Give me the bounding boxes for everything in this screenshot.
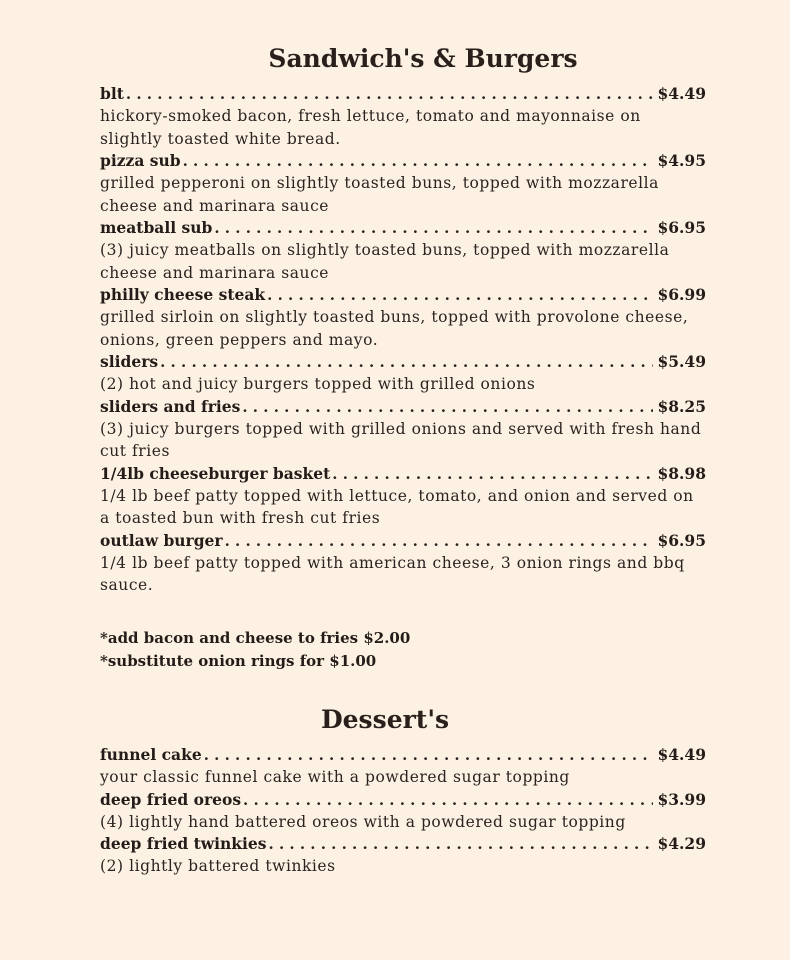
dot-leader [124,83,654,105]
item-description: 1/4 lb beef patty topped with american cheese, 3 onion rings and bbq sauce. [100,553,685,594]
item-name: funnel cake [100,745,202,764]
item-price: $8.25 [657,396,706,416]
dot-leader [181,150,654,172]
item-price: $6.99 [657,285,706,304]
item-name: deep fried twinkies [100,834,267,853]
item-price: $4.95 [657,151,706,170]
item-price: $4.49 [657,745,706,764]
item-price: $6.95 [657,218,706,237]
menu-item-sliders [100,351,706,396]
note-onion-rings: *substitute onion rings for $1.00 [100,652,377,670]
section-title-desserts: Dessert's [320,705,450,734]
menu-item-sliders-and-fries [100,396,706,463]
dot-leader [158,351,653,373]
item-name: sliders [100,352,159,371]
menu-item-philly-cheese-steak [100,284,706,351]
dot-leader [241,789,653,811]
item-name: blt [100,84,124,103]
dessert-list [100,744,706,878]
dot-leader [212,217,653,239]
item-description: (2) hot and juicy burgers topped with grilled onions [100,375,536,393]
item-description: hickory-smoked bacon, fresh lettuce, tomato and mayonnaise on slightly toasted white bread. [100,107,641,148]
item-description: (3) juicy burgers topped with grilled onions and served with fresh hand cut fries [100,419,702,460]
menu-item-blt [100,83,706,150]
item-price: $3.99 [657,789,706,809]
item-price: $8.98 [657,463,706,483]
item-name: deep fried oreos [100,789,242,809]
item-description: grilled pepperoni on slightly toasted buns, topped with mozzarella cheese and marinara sauce [100,174,659,215]
item-description: (4) lightly hand battered oreos with a powdered sugar topping [100,812,626,831]
item-name: pizza sub [100,151,181,170]
item-name: outlaw burger [100,530,223,550]
menu-item-outlaw-burger [100,530,706,597]
item-name: 1/4lb cheeseburger basket [100,463,331,483]
item-price: $4.49 [657,84,706,103]
dot-leader [202,744,654,766]
dot-leader [267,833,654,855]
menu-item-cheeseburger-basket [100,463,706,530]
dot-leader [240,396,653,418]
dot-leader [330,463,653,485]
sandwich-list [100,83,706,597]
menu-item-pizza-sub [100,150,706,217]
dot-leader [223,530,654,552]
item-name: sliders and fries [100,396,241,416]
item-description: 1/4 lb beef patty topped with lettuce, tomato, and onion and served on a toasted bun with fresh cut fries [100,486,694,527]
item-description: (2) lightly battered twinkies [100,857,336,875]
menu-item-funnel-cake [100,744,706,789]
item-description: (3) juicy meatballs on slightly toasted buns, topped with mozzarella cheese and marinara sauce [100,241,670,282]
item-description: grilled sirloin on slightly toasted buns, topped with provolone cheese, onions, green peppers and mayo. [100,308,689,349]
menu-item-deep-fried-twinkies [100,833,706,878]
note-bacon-cheese: *add bacon and cheese to fries $2.00 [100,629,411,647]
item-price: $5.49 [657,352,706,371]
item-name: meatball sub [100,218,213,237]
add-on-notes [100,627,706,673]
item-description: your classic funnel cake with a powdered sugar topping [100,768,570,786]
section-title-sandwiches: Sandwich's & Burgers [268,44,578,73]
item-price: $4.29 [657,834,706,853]
menu-item-meatball-sub [100,217,706,284]
dot-leader [265,284,653,306]
item-price: $6.95 [657,530,706,550]
item-name: philly cheese steak [100,285,266,304]
menu-item-deep-fried-oreos [100,789,706,834]
